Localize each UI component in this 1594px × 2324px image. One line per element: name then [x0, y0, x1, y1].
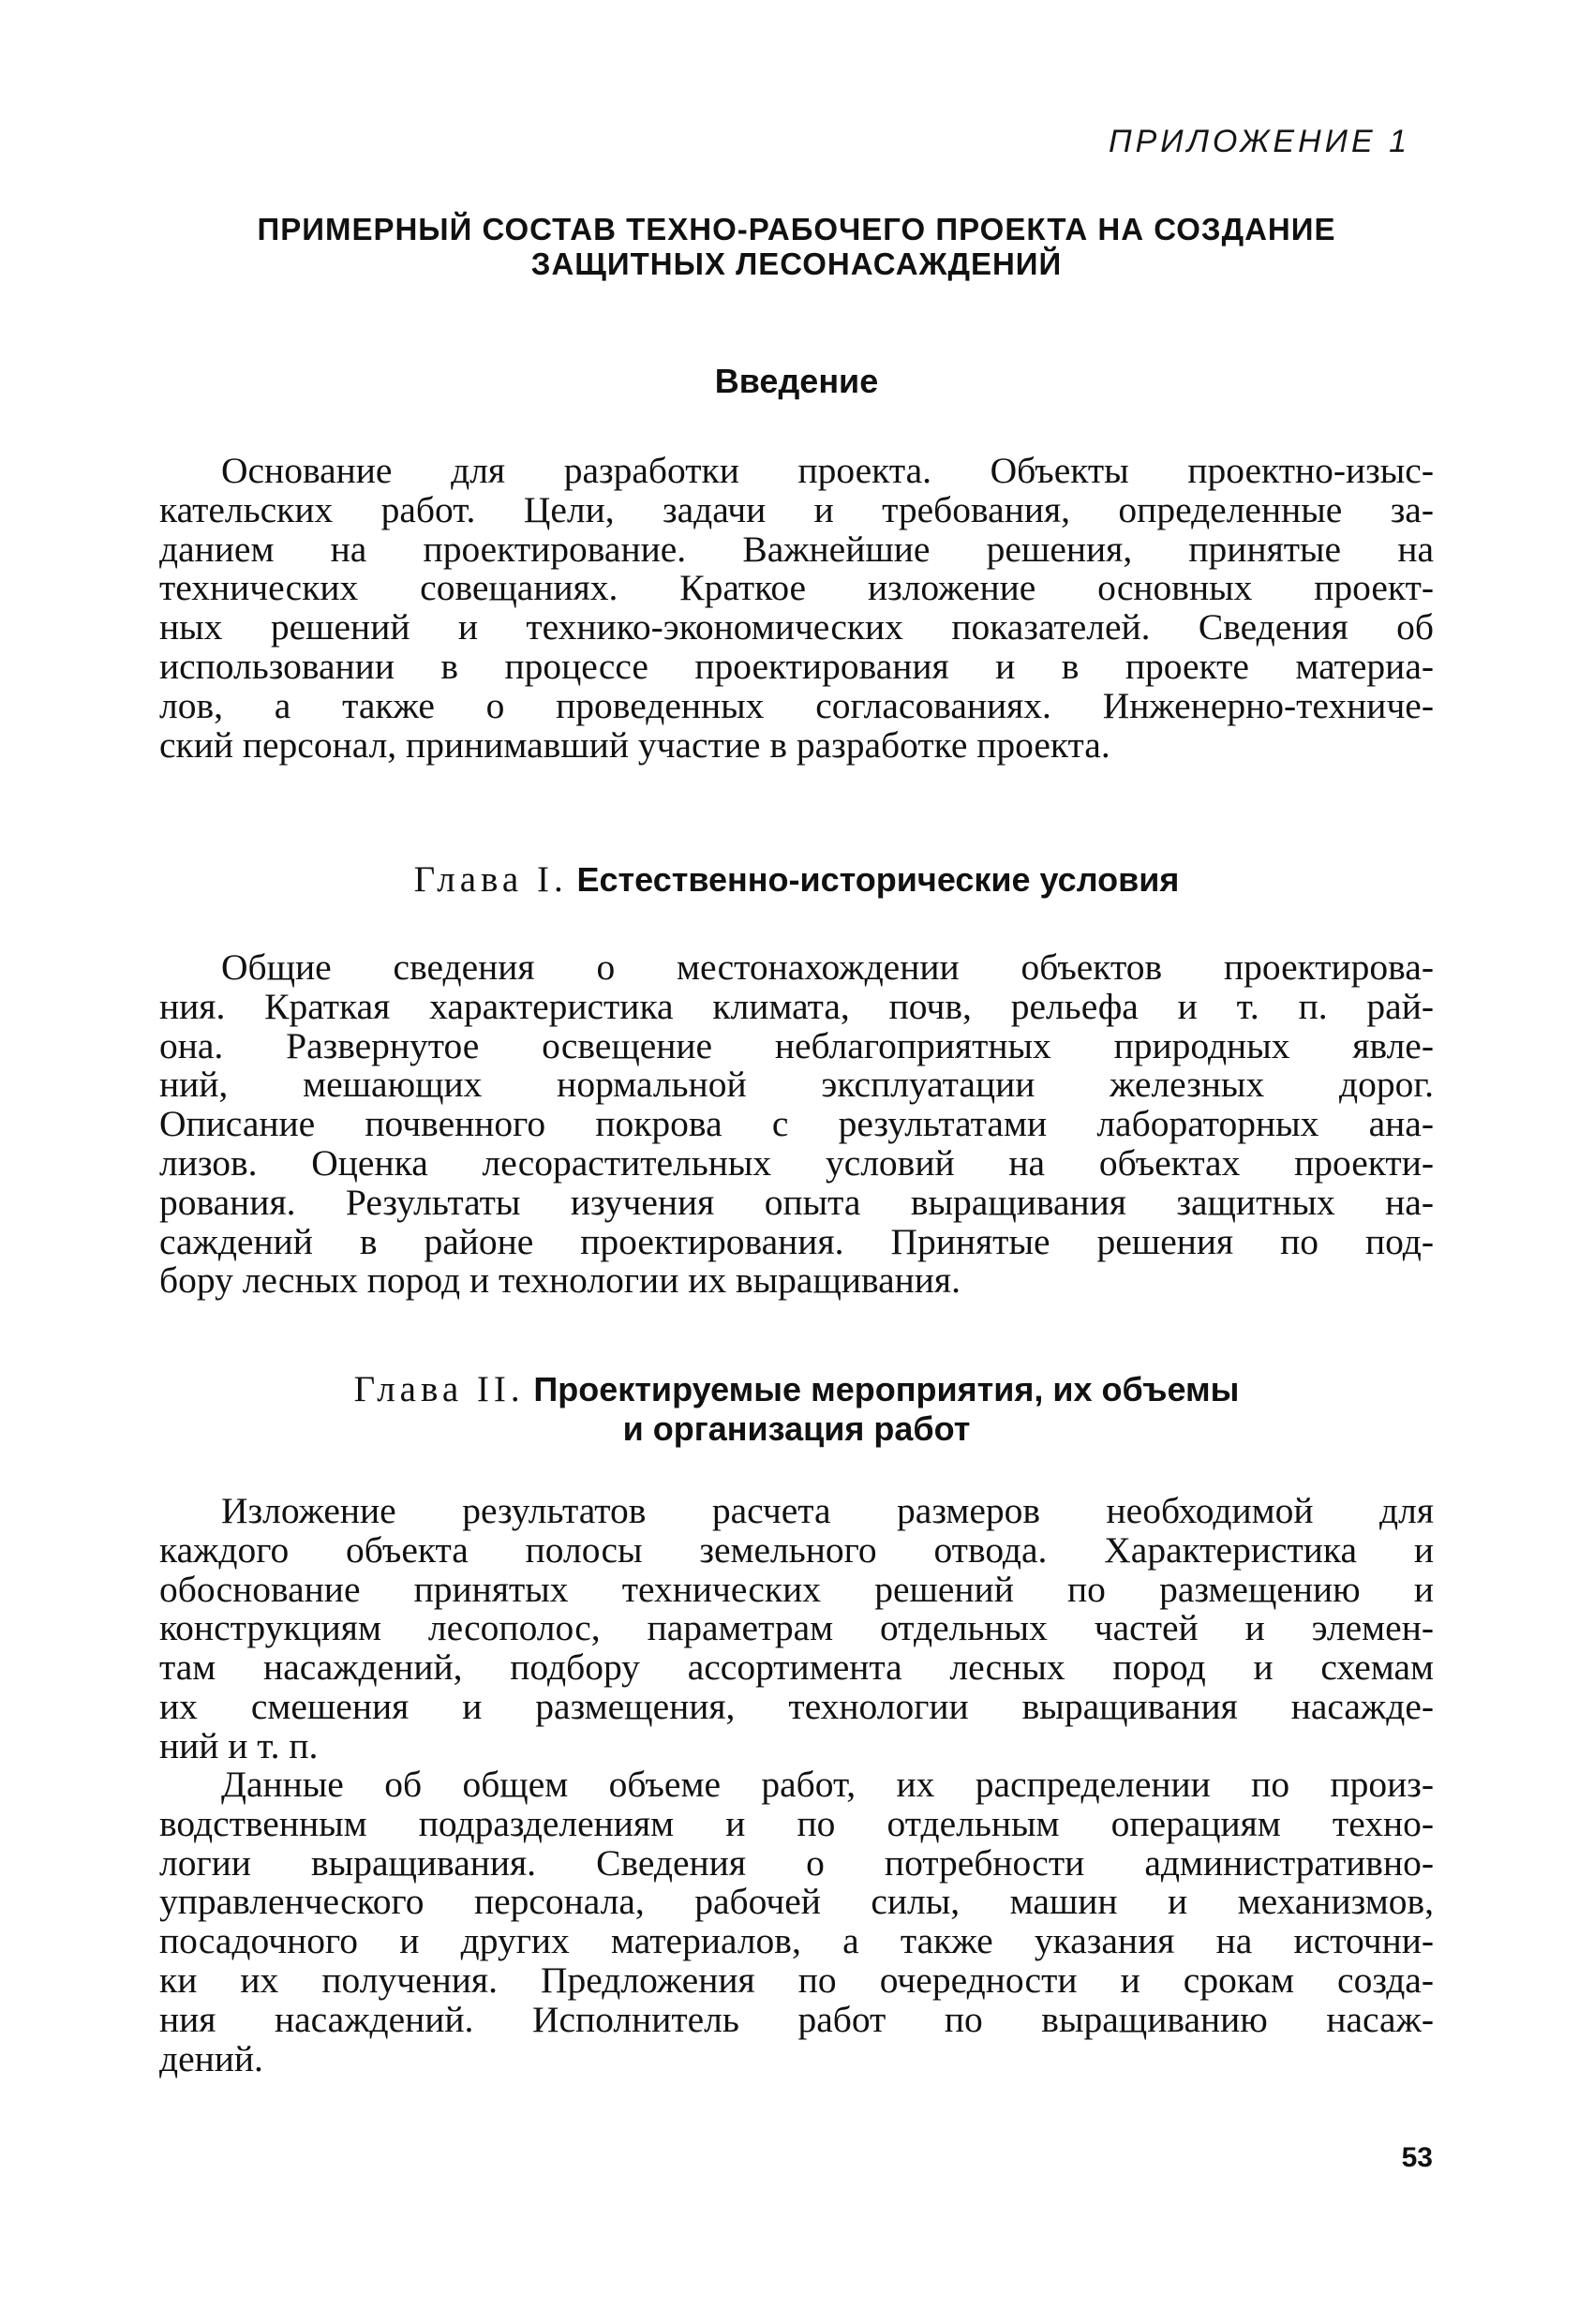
intro-heading-text: Введение	[714, 362, 879, 400]
chapter1-prefix: Глава I.	[413, 859, 568, 900]
appendix-label: ПРИЛОЖЕНИЕ 1	[1108, 124, 1410, 159]
intro-paragraph	[159, 452, 1434, 765]
chapter1-line: ния. Краткая характеристика климата, почв, рельефа и т. п. рай-	[159, 985, 1434, 1027]
intro-line: технических совещаниях. Краткое изложение основных проект-	[159, 567, 1434, 609]
page-number: 53	[1401, 2142, 1433, 2173]
chapter2-line: ний и т. п.	[159, 1724, 319, 1766]
chapter2-line: Изложение результатов расчета размеров необходимой для	[221, 1490, 1434, 1531]
chapter2-prefix: Глава II.	[353, 1369, 525, 1409]
intro-heading	[159, 362, 1434, 401]
chapter2-line: управленческого персонала, рабочей силы, машин и механизмов,	[159, 1881, 1434, 1923]
chapter2-paragraph-2	[159, 1765, 1434, 2078]
chapter2-heading	[159, 1370, 1434, 1449]
chapter2-title-line-1: Проектируемые мероприятия, их объемы	[533, 1370, 1240, 1408]
chapter2-line: Данные об общем объеме работ, их распределении по произ-	[221, 1764, 1434, 1805]
chapter2-line: логии выращивания. Сведения о потребности административно-	[159, 1841, 1434, 1884]
chapter1-line: рования. Результаты изучения опыта выращивания защитных на-	[159, 1181, 1434, 1223]
chapter1-paragraph	[159, 948, 1434, 1301]
intro-line: данием на проектирование. Важнейшие решения, принятые на	[159, 528, 1434, 570]
chapter1-title: Естественно-исторические условия	[576, 860, 1180, 899]
chapter2-line: ния насаждений. Исполнитель работ по выращиванию насаж-	[159, 1998, 1434, 2040]
intro-line: ных решений и технико-экономических показателей. Сведения об	[159, 606, 1434, 648]
intro-line: кательских работ. Цели, задачи и требования, определенные за-	[159, 488, 1434, 530]
intro-line: использовании в процессе проектирования и в проекте материа-	[159, 645, 1434, 687]
chapter2-line: конструкциям лесополос, параметрам отдельных частей и элемен-	[159, 1607, 1434, 1649]
chapter2-line: водственным подразделениям и по отдельным операциям техно-	[159, 1802, 1434, 1844]
chapter2-line: каждого объекта полосы земельного отвода. Характеристика и	[159, 1528, 1434, 1571]
chapter2-title-line-2: и организация работ	[622, 1409, 971, 1448]
chapter2-line: там насаждений, подбору ассортимента лесных пород и схемам	[159, 1646, 1434, 1689]
intro-line: ский персонал, принимавший участие в разработке проекта.	[159, 723, 1110, 766]
chapter1-line: ний, мешающих нормальной эксплуатации железных дорог.	[159, 1064, 1434, 1106]
chapter2-line: ки их получения. Предложения по очередности и срокам созда-	[159, 1959, 1434, 2001]
chapter1-line: Общие сведения о местонахождении объектов проектирова-	[221, 946, 1434, 988]
chapter1-heading	[159, 860, 1434, 900]
chapter1-line: бору лесных пород и технологии их выращивания.	[159, 1259, 961, 1302]
document-title	[159, 212, 1434, 281]
chapter2-line: дений.	[159, 2037, 263, 2079]
chapter1-line: она. Развернутое освещение неблагоприятных природных явле-	[159, 1024, 1434, 1066]
chapter1-line: Описание почвенного покрова с результатами лабораторных ана-	[159, 1103, 1434, 1145]
chapter2-line: обоснование принятых технических решений по размещению и	[159, 1568, 1434, 1610]
chapter2-line: их смешения и размещения, технологии выращивания насажде-	[159, 1685, 1434, 1727]
chapter1-line: лизов. Оценка лесорастительных условий на объектах проекти-	[159, 1141, 1434, 1184]
document-title-line-2: ЗАЩИТНЫХ ЛЕСОНАСАЖДЕНИЙ	[530, 246, 1063, 281]
chapter1-line: саждений в районе проектирования. Принятые решения по под-	[159, 1220, 1434, 1262]
document-title-line-1: ПРИМЕРНЫЙ СОСТАВ ТЕХНО-РАБОЧЕГО ПРОЕКТА НА СОЗДАНИЕ	[257, 212, 1336, 246]
chapter2-line: посадочного и других материалов, а также указания на источни-	[159, 1920, 1434, 1962]
chapter2-paragraph-1	[159, 1492, 1434, 1766]
intro-line: лов, а также о проведенных согласованиях. Инженерно-техниче-	[159, 684, 1434, 726]
intro-line: Основание для разработки проекта. Объекты проектно-изыс-	[221, 450, 1434, 491]
